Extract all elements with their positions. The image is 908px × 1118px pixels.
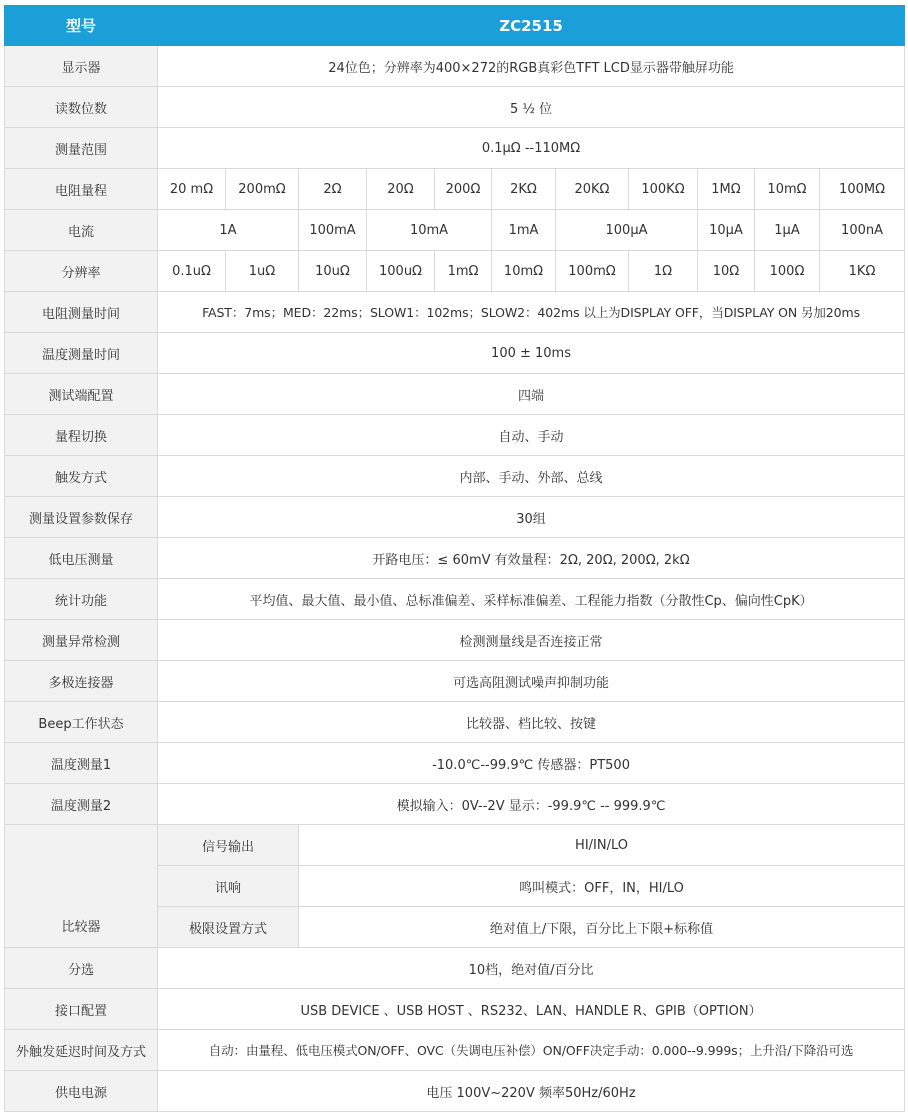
resolution-cell: 10uΩ bbox=[299, 251, 367, 292]
row-value: 0.1μΩ --110MΩ bbox=[158, 128, 905, 169]
row-value: 平均值、最大值、最小值、总标准偏差、采样标准偏差、工程能力指数（分散性Cp、偏向性CpK） bbox=[158, 579, 905, 620]
row-value: 内部、手动、外部、总线 bbox=[158, 456, 905, 497]
row-label: 分选 bbox=[5, 948, 158, 989]
row-value: 检测测量线是否连接正常 bbox=[158, 620, 905, 661]
row-value: USB DEVICE 、USB HOST 、RS232、LAN、HANDLE R、GPIB（OPTION） bbox=[158, 989, 905, 1030]
range-cell: 200mΩ bbox=[226, 169, 299, 210]
table-row bbox=[5, 743, 905, 784]
row-label: 温度测量时间 bbox=[5, 333, 158, 374]
row-label: 电流 bbox=[5, 210, 158, 251]
range-cell: 1MΩ bbox=[698, 169, 755, 210]
resolution-cell: 0.1uΩ bbox=[158, 251, 226, 292]
row-label: 测量设置参数保存 bbox=[5, 497, 158, 538]
table-row bbox=[5, 702, 905, 743]
current-cell: 1mA bbox=[492, 210, 556, 251]
row-label: Beep工作状态 bbox=[5, 702, 158, 743]
row-label: 统计功能 bbox=[5, 579, 158, 620]
row-label: 供电电源 bbox=[5, 1071, 158, 1112]
table-row bbox=[5, 989, 905, 1030]
current-cell: 10mA bbox=[367, 210, 492, 251]
row-label: 电阻测量时间 bbox=[5, 292, 158, 333]
row-value: 比较器、档比较、按键 bbox=[158, 702, 905, 743]
row-value: 30组 bbox=[158, 497, 905, 538]
row-value: 电压 100V~220V 频率50Hz/60Hz bbox=[158, 1071, 905, 1112]
table-row bbox=[5, 784, 905, 825]
table-row bbox=[5, 661, 905, 702]
table-row bbox=[5, 456, 905, 497]
resolution-cell: 1Ω bbox=[629, 251, 698, 292]
row-label: 多极连接器 bbox=[5, 661, 158, 702]
comparator-sub-value: 绝对值上/下限，百分比上下限+标称值 bbox=[299, 907, 905, 948]
row-label: 外触发延迟时间及方式 bbox=[5, 1030, 158, 1071]
range-cell: 20KΩ bbox=[556, 169, 629, 210]
range-cell: 2Ω bbox=[299, 169, 367, 210]
row-label: 接口配置 bbox=[5, 989, 158, 1030]
comparator-sub-label: 信号输出 bbox=[158, 825, 299, 866]
row-label: 触发方式 bbox=[5, 456, 158, 497]
current-cell: 100nA bbox=[820, 210, 905, 251]
table-row bbox=[5, 333, 905, 374]
row-label: 温度测量1 bbox=[5, 743, 158, 784]
resolution-cell: 1mΩ bbox=[435, 251, 492, 292]
table-row bbox=[5, 210, 905, 251]
table-row bbox=[5, 948, 905, 989]
row-value: 100 ± 10ms bbox=[158, 333, 905, 374]
range-cell: 100KΩ bbox=[629, 169, 698, 210]
row-value: 自动：由量程、低电压模式ON/OFF、OVC（失调电压补偿）ON/OFF决定手动：0.000--9.999s；上升沿/下降沿可选 bbox=[158, 1030, 905, 1071]
table-row bbox=[5, 292, 905, 333]
table-row bbox=[5, 128, 905, 169]
row-label: 低电压测量 bbox=[5, 538, 158, 579]
row-value: 模拟输入：0V--2V 显示：-99.9℃ -- 999.9℃ bbox=[158, 784, 905, 825]
resolution-cell: 100Ω bbox=[755, 251, 820, 292]
header-row bbox=[5, 6, 905, 46]
current-cell: 1A bbox=[158, 210, 299, 251]
current-cell: 10μA bbox=[698, 210, 755, 251]
table-row bbox=[5, 538, 905, 579]
comparator-sub-value: 鸣叫模式：OFF，IN，HI/LO bbox=[299, 866, 905, 907]
table-row bbox=[5, 251, 905, 292]
spec-table-container bbox=[4, 5, 904, 1112]
model-value: ZC2515 bbox=[158, 6, 905, 46]
row-label: 测量范围 bbox=[5, 128, 158, 169]
range-cell: 2KΩ bbox=[492, 169, 556, 210]
row-value: -10.0℃--99.9℃ 传感器：PT500 bbox=[158, 743, 905, 784]
resolution-cell: 100uΩ bbox=[367, 251, 435, 292]
comparator-sub-label: 极限设置方式 bbox=[158, 907, 299, 948]
range-cell: 100MΩ bbox=[820, 169, 905, 210]
resolution-cell: 10Ω bbox=[698, 251, 755, 292]
table-row bbox=[5, 87, 905, 128]
table-row bbox=[5, 1030, 905, 1071]
resolution-cell: 1uΩ bbox=[226, 251, 299, 292]
table-row bbox=[5, 825, 905, 866]
row-label: 分辨率 bbox=[5, 251, 158, 292]
row-label: 读数位数 bbox=[5, 87, 158, 128]
table-row bbox=[5, 1071, 905, 1112]
row-label: 显示器 bbox=[5, 46, 158, 87]
row-value: FAST：7ms；MED：22ms；SLOW1：102ms；SLOW2：402ms 以上为DISPLAY OFF，当DISPLAY ON 另加20ms bbox=[158, 292, 905, 333]
range-cell: 10mΩ bbox=[755, 169, 820, 210]
table-row bbox=[5, 415, 905, 456]
row-label: 测试端配置 bbox=[5, 374, 158, 415]
comparator-label: 比较器 bbox=[5, 825, 158, 948]
current-cell: 1μA bbox=[755, 210, 820, 251]
model-label: 型号 bbox=[5, 6, 158, 46]
row-label: 温度测量2 bbox=[5, 784, 158, 825]
row-value: 5 ½ 位 bbox=[158, 87, 905, 128]
current-cell: 100μA bbox=[556, 210, 698, 251]
row-label: 电阻量程 bbox=[5, 169, 158, 210]
row-value: 自动、手动 bbox=[158, 415, 905, 456]
row-value: 开路电压：≤ 60mV 有效量程：2Ω, 20Ω, 200Ω, 2kΩ bbox=[158, 538, 905, 579]
current-cell: 100mA bbox=[299, 210, 367, 251]
comparator-sub-label: 讯响 bbox=[158, 866, 299, 907]
range-cell: 20 mΩ bbox=[158, 169, 226, 210]
row-value: 可选高阻测试噪声抑制功能 bbox=[158, 661, 905, 702]
spec-table bbox=[4, 5, 905, 1112]
range-cell: 200Ω bbox=[435, 169, 492, 210]
resolution-cell: 100mΩ bbox=[556, 251, 629, 292]
row-label: 量程切换 bbox=[5, 415, 158, 456]
row-value: 四端 bbox=[158, 374, 905, 415]
table-row bbox=[5, 374, 905, 415]
resolution-cell: 1KΩ bbox=[820, 251, 905, 292]
row-value: 10档，绝对值/百分比 bbox=[158, 948, 905, 989]
table-row bbox=[5, 579, 905, 620]
resolution-cell: 10mΩ bbox=[492, 251, 556, 292]
row-label: 测量异常检测 bbox=[5, 620, 158, 661]
table-row bbox=[5, 497, 905, 538]
row-value: 24位色；分辨率为400×272的RGB真彩色TFT LCD显示器带触屏功能 bbox=[158, 46, 905, 87]
table-row bbox=[5, 46, 905, 87]
table-row bbox=[5, 620, 905, 661]
comparator-sub-value: HI/IN/LO bbox=[299, 825, 905, 866]
table-row bbox=[5, 169, 905, 210]
range-cell: 20Ω bbox=[367, 169, 435, 210]
